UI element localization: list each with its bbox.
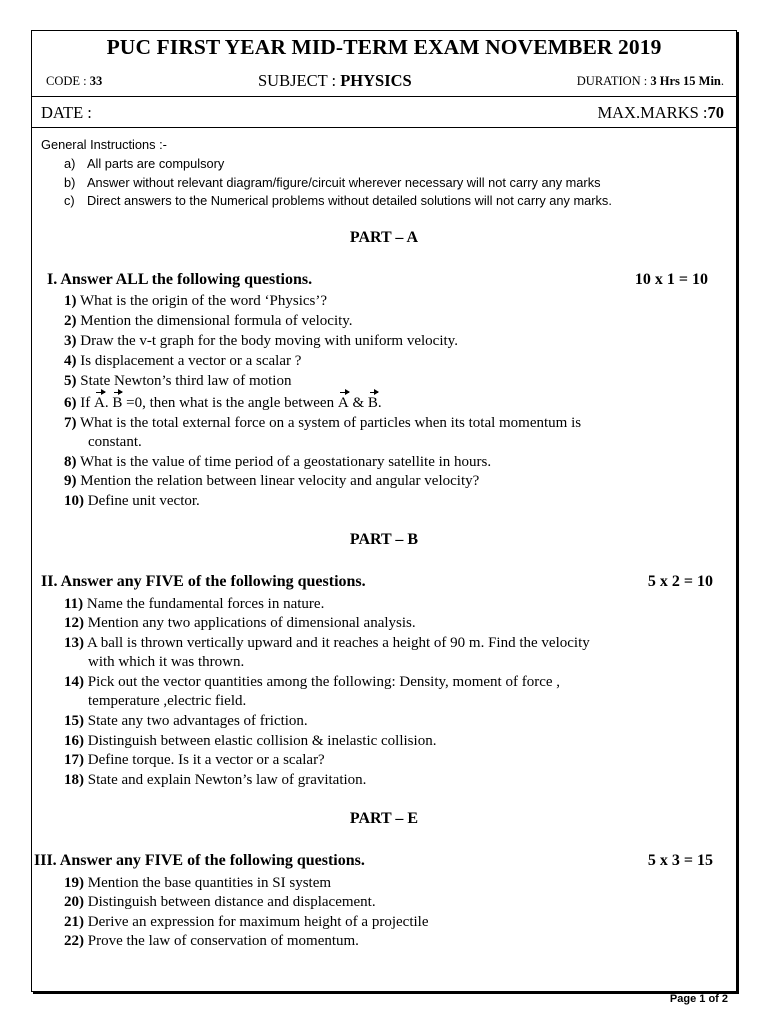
question-text: Derive an expression for maximum height of a projectile <box>87 914 429 930</box>
vector-a: A <box>337 395 349 411</box>
exam-code <box>46 74 102 89</box>
question-number: 5) <box>64 373 77 389</box>
question-text: Is displacement a vector or a scalar ? <box>80 353 302 369</box>
question-number: 8) <box>64 454 77 470</box>
question-7 <box>64 415 581 432</box>
question-text: =0, then what is the angle between <box>122 395 338 411</box>
question-15 <box>64 713 308 730</box>
question-text: Mention the base quantities in SI system <box>87 875 332 891</box>
max-marks <box>597 103 724 123</box>
code-value: 33 <box>89 74 103 88</box>
question-8 <box>64 454 491 471</box>
question-number: 7) <box>64 415 77 431</box>
question-number: 6) <box>64 395 77 411</box>
section-3-marks: 5 x 3 = 15 <box>647 852 713 869</box>
question-9 <box>64 473 479 490</box>
subject-value: PHYSICS <box>340 71 412 90</box>
question-text: Mention the relation between linear velocity and angular velocity? <box>80 473 480 489</box>
question-text: Define unit vector. <box>87 493 200 509</box>
duration-value: 3 Hrs 15 Min <box>650 74 721 88</box>
instruction-marker: c) <box>64 193 75 208</box>
header-divider-2 <box>31 127 737 128</box>
question-number: 14) <box>64 674 84 690</box>
question-text: If <box>80 395 94 411</box>
question-text: Draw the v-t graph for the body moving with uniform velocity. <box>80 333 458 349</box>
question-4 <box>64 353 301 370</box>
question-number: 17) <box>64 752 84 768</box>
question-number: 18) <box>64 772 84 788</box>
question-text: What is the total external force on a system of particles when its total momentum is <box>79 415 582 431</box>
question-text: Prove the law of conservation of momentum. <box>87 933 359 949</box>
question-5 <box>64 373 291 390</box>
question-text: State any two advantages of friction. <box>87 713 308 729</box>
instruction-text: Answer without relevant diagram/figure/circuit wherever necessary will not carry any marks <box>87 175 601 190</box>
question-10 <box>64 493 200 510</box>
vector-a: A <box>94 395 105 411</box>
question-number: 21) <box>64 914 84 930</box>
question-7-continued: constant. <box>88 434 142 450</box>
code-label: CODE : <box>46 74 90 88</box>
section-1-marks: 10 x 1 = 10 <box>634 271 708 288</box>
instruction-item <box>64 175 601 190</box>
question-number: 13) <box>64 635 84 651</box>
question-16 <box>64 733 436 750</box>
question-text: Name the fundamental forces in nature. <box>86 596 325 612</box>
part-a-title: PART – A <box>349 229 419 246</box>
question-19 <box>64 875 331 892</box>
question-text: Mention any two applications of dimensional analysis. <box>87 615 416 631</box>
question-13 <box>64 635 590 652</box>
section-3-heading: III. Answer any FIVE of the following questions. <box>34 852 365 869</box>
max-marks-label: MAX.MARKS : <box>597 103 708 122</box>
question-text: State and explain Newton’s law of gravitation. <box>87 772 367 788</box>
question-21 <box>64 914 428 931</box>
section-2-marks: 5 x 2 = 10 <box>647 573 713 590</box>
question-18 <box>64 772 366 789</box>
question-text: What is the value of time period of a geostationary satellite in hours. <box>79 454 492 470</box>
question-3 <box>64 333 458 350</box>
question-text: Distinguish between elastic collision & inelastic collision. <box>87 733 437 749</box>
question-number: 16) <box>64 733 84 749</box>
part-e-title: PART – E <box>349 810 419 827</box>
question-number: 11) <box>64 596 84 612</box>
question-number: 15) <box>64 713 84 729</box>
header-divider-1 <box>31 96 737 97</box>
question-2 <box>64 313 353 330</box>
question-number: 10) <box>64 493 84 509</box>
instruction-item <box>64 156 225 171</box>
question-number: 19) <box>64 875 84 891</box>
question-14 <box>64 674 560 691</box>
question-6 <box>64 395 382 412</box>
question-13-continued: with which it was thrown. <box>88 654 245 670</box>
instruction-text: All parts are compulsory <box>87 156 225 171</box>
question-12 <box>64 615 416 632</box>
question-text: Distinguish between distance and displacement. <box>87 894 376 910</box>
question-text: What is the origin of the word ‘Physics’? <box>79 293 328 309</box>
part-b-title: PART – B <box>349 531 419 548</box>
question-text: State Newton’s third law of motion <box>80 373 292 389</box>
question-text: Mention the dimensional formula of velocity. <box>80 313 353 329</box>
section-2-heading: II. Answer any FIVE of the following questions. <box>41 573 366 590</box>
max-marks-value: 70 <box>707 103 724 122</box>
question-11 <box>64 596 324 613</box>
question-1 <box>64 293 327 310</box>
question-number: 12) <box>64 615 84 631</box>
question-text: . <box>377 395 382 411</box>
question-number: 3) <box>64 333 77 349</box>
question-number: 4) <box>64 353 77 369</box>
question-text: Define torque. Is it a vector or a scalar? <box>87 752 325 768</box>
question-number: 9) <box>64 473 77 489</box>
exam-title: PUC FIRST YEAR MID-TERM EXAM NOVEMBER 2019 <box>106 35 662 59</box>
question-text: . <box>104 395 113 411</box>
question-number: 1) <box>64 293 77 309</box>
subject-label: SUBJECT : <box>258 71 341 90</box>
instruction-item <box>64 193 612 208</box>
instructions-title: General Instructions :- <box>41 137 167 152</box>
question-text: A ball is thrown vertically upward and it reaches a height of 90 m. Find the velocity <box>86 635 590 651</box>
question-17 <box>64 752 325 769</box>
date-label: DATE : <box>41 103 92 122</box>
page-number: Page 1 of 2 <box>669 993 728 1005</box>
instruction-marker: a) <box>64 156 76 171</box>
vector-b: B <box>367 395 378 411</box>
duration-label: DURATION : <box>576 74 651 88</box>
question-text: & <box>348 395 368 411</box>
vector-b: B <box>112 395 123 411</box>
question-14-continued: temperature ,electric field. <box>88 693 247 709</box>
question-20 <box>64 894 376 911</box>
duration <box>577 74 724 89</box>
question-22 <box>64 933 359 950</box>
duration-suffix: . <box>720 74 724 88</box>
instruction-text: Direct answers to the Numerical problems without detailed solutions will not carry any marks. <box>87 193 612 208</box>
question-number: 22) <box>64 933 84 949</box>
subject <box>258 71 412 91</box>
section-1-heading: I. Answer ALL the following questions. <box>47 271 313 288</box>
instruction-marker: b) <box>64 175 76 190</box>
question-number: 2) <box>64 313 77 329</box>
question-text: Pick out the vector quantities among the following: Density, moment of force , <box>87 674 561 690</box>
question-number: 20) <box>64 894 84 910</box>
